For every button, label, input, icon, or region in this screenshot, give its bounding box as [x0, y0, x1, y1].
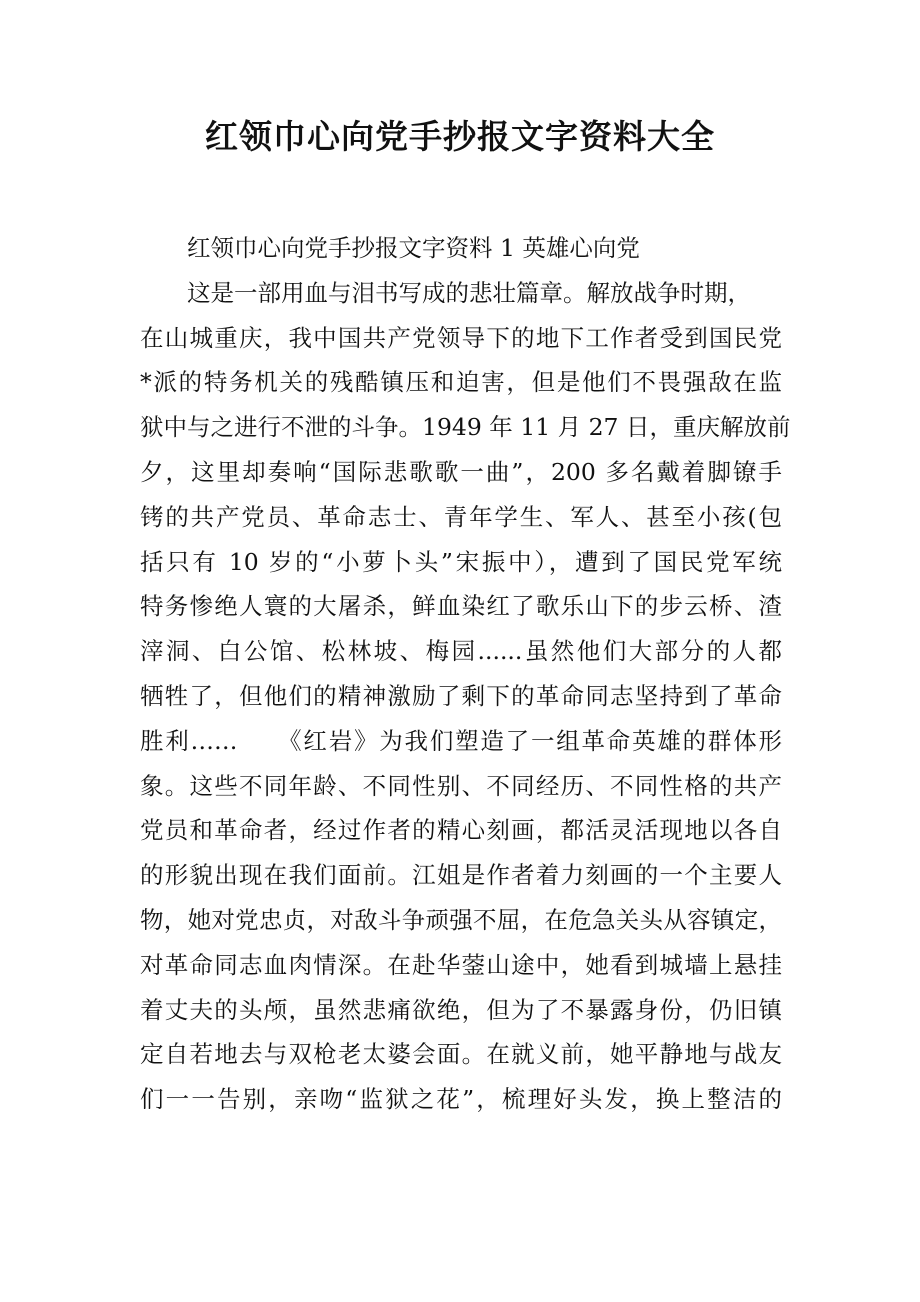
paragraph-line: 在山城重庆，我中国共产党领导下的地下工作者受到国民党: [140, 323, 782, 352]
paragraph-line: 狱中与之进行不泄的斗争。1949 年 11 月 27 日，重庆解放前: [140, 413, 791, 442]
paragraph-line: 铐的共产党员、革命志士、青年学生、军人、甚至小孩(包: [140, 502, 782, 531]
paragraph-line: 夕，这里却奏响“国际悲歌歌一曲”，200 多名戴着脚镣手: [140, 457, 782, 486]
document-body: [140, 226, 791, 1122]
paragraph-line: 牺牲了，但他们的精神激励了剩下的革命同志坚持到了革命: [140, 681, 782, 710]
paragraph-line: 的形貌出现在我们面前。江姐是作者着力刻画的一个主要人: [140, 861, 782, 890]
paragraph-line: 胜利…… 《红岩》为我们塑造了一组革命英雄的群体形: [140, 726, 782, 755]
paragraph-line: 括只有 10 岁的“小萝卜头”宋振中），遭到了国民党军统: [140, 547, 782, 576]
paragraph-line: 物，她对党忠贞，对敌斗争顽强不屈，在危急关头从容镇定，: [140, 905, 782, 934]
paragraph-line: 象。这些不同年龄、不同性别、不同经历、不同性格的共产: [140, 771, 782, 800]
paragraph-line: *派的特务机关的残酷镇压和迫害，但是他们不畏强敌在监: [140, 368, 782, 397]
section-heading: 红领巾心向党手抄报文字资料 1 英雄心向党: [187, 234, 640, 262]
paragraph-line: 特务惨绝人寰的大屠杀，鲜血染红了歌乐山下的步云桥、渣: [140, 592, 782, 621]
paragraph-line: 这是一部用血与泪书写成的悲壮篇章。解放战争时期，: [187, 278, 751, 307]
paragraph-line: 滓洞、白公馆、松林坡、梅园......虽然他们大部分的人都: [140, 637, 782, 666]
paragraph-line: 对革命同志血肉情深。在赴华蓥山途中，她看到城墙上悬挂: [140, 950, 782, 979]
document-title: 红领巾心向党手抄报文字资料大全: [205, 117, 715, 156]
paragraph-line: 党员和革命者，经过作者的精心刻画，都活灵活现地以各自: [140, 816, 782, 845]
paragraph-line: 们一一告别，亲吻“监狱之花”，梳理好头发，换上整洁的: [140, 1085, 782, 1114]
paragraph-line: 定自若地去与双枪老太婆会面。在就义前，她平静地与战友: [140, 1040, 782, 1069]
paragraph-line: 着丈夫的头颅，虽然悲痛欲绝，但为了不暴露身份，仍旧镇: [140, 995, 782, 1024]
